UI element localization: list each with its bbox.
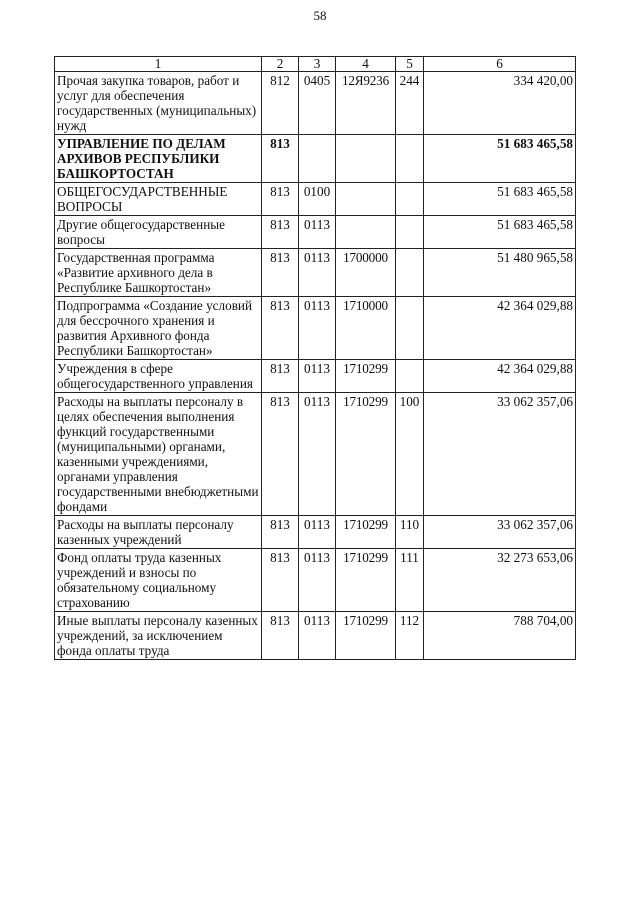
table-row (55, 297, 576, 360)
row-name-cell: Учреждения в сфере общегосударственного управления (55, 360, 262, 393)
target-article-cell: 1700000 (336, 249, 396, 297)
row-name-cell: ОБЩЕГОСУДАРСТВЕННЫЕ ВОПРОСЫ (55, 183, 262, 216)
table-body (55, 72, 576, 660)
table-row (55, 249, 576, 297)
row-name-cell: Другие общегосударственные вопросы (55, 216, 262, 249)
amount-cell: 33 062 357,06 (424, 393, 576, 516)
table-row (55, 183, 576, 216)
ministry-code-cell: 813 (262, 135, 299, 183)
expense-type-cell (396, 216, 424, 249)
ministry-code-cell: 813 (262, 183, 299, 216)
budget-table (54, 56, 576, 660)
section-code-cell: 0113 (299, 297, 336, 360)
column-header: 3 (299, 57, 336, 72)
amount-cell: 42 364 029,88 (424, 297, 576, 360)
expense-type-cell (396, 360, 424, 393)
table-row (55, 612, 576, 660)
section-code-cell: 0113 (299, 393, 336, 516)
row-name-cell: Подпрограмма «Создание условий для бессрочного хранения и развития Архивного фонда Республики Башкортостан» (55, 297, 262, 360)
row-name-cell: Государственная программа «Развитие архивного дела в Республике Башкортостан» (55, 249, 262, 297)
section-code-cell: 0113 (299, 216, 336, 249)
table-row (55, 549, 576, 612)
ministry-code-cell: 813 (262, 297, 299, 360)
expense-type-cell (396, 297, 424, 360)
expense-type-cell: 244 (396, 72, 424, 135)
row-name-cell: Прочая закупка товаров, работ и услуг для обеспечения государственных (муниципальных) нужд (55, 72, 262, 135)
column-header: 1 (55, 57, 262, 72)
expense-type-cell (396, 183, 424, 216)
table-row (55, 216, 576, 249)
column-header: 5 (396, 57, 424, 72)
header-row (55, 57, 576, 72)
target-article-cell: 1710000 (336, 297, 396, 360)
amount-cell: 51 683 465,58 (424, 135, 576, 183)
ministry-code-cell: 813 (262, 516, 299, 549)
table-row (55, 72, 576, 135)
ministry-code-cell: 813 (262, 216, 299, 249)
expense-type-cell: 100 (396, 393, 424, 516)
section-code-cell: 0405 (299, 72, 336, 135)
table-row (55, 393, 576, 516)
table-row (55, 516, 576, 549)
page-number: 58 (313, 8, 327, 23)
section-code-cell: 0113 (299, 516, 336, 549)
section-code-cell (299, 135, 336, 183)
ministry-code-cell: 813 (262, 393, 299, 516)
target-article-cell: 1710299 (336, 516, 396, 549)
amount-cell: 51 683 465,58 (424, 183, 576, 216)
column-header: 2 (262, 57, 299, 72)
row-name-cell: Фонд оплаты труда казенных учреждений и взносы по обязательному социальному страхованию (55, 549, 262, 612)
column-header: 4 (336, 57, 396, 72)
target-article-cell: 1710299 (336, 393, 396, 516)
section-code-cell: 0113 (299, 360, 336, 393)
expense-type-cell (396, 249, 424, 297)
ministry-code-cell: 813 (262, 360, 299, 393)
amount-cell: 788 704,00 (424, 612, 576, 660)
row-name-cell: Расходы на выплаты персоналу казенных учреждений (55, 516, 262, 549)
target-article-cell: 12Я9236 (336, 72, 396, 135)
amount-cell: 42 364 029,88 (424, 360, 576, 393)
section-code-cell: 0113 (299, 612, 336, 660)
row-name-cell: Расходы на выплаты персоналу в целях обеспечения выполнения функций государственными (муниципальными) органами, казенными учреждениями, органами управления государственными внебюджетными фондами (55, 393, 262, 516)
target-article-cell (336, 135, 396, 183)
ministry-code-cell: 813 (262, 612, 299, 660)
ministry-code-cell: 813 (262, 549, 299, 612)
amount-cell: 51 683 465,58 (424, 216, 576, 249)
amount-cell: 32 273 653,06 (424, 549, 576, 612)
amount-cell: 33 062 357,06 (424, 516, 576, 549)
target-article-cell: 1710299 (336, 612, 396, 660)
section-code-cell: 0100 (299, 183, 336, 216)
target-article-cell (336, 216, 396, 249)
expense-type-cell: 111 (396, 549, 424, 612)
amount-cell: 334 420,00 (424, 72, 576, 135)
expense-type-cell: 112 (396, 612, 424, 660)
column-header: 6 (424, 57, 576, 72)
target-article-cell: 1710299 (336, 360, 396, 393)
row-name-cell: УПРАВЛЕНИЕ ПО ДЕЛАМ АРХИВОВ РЕСПУБЛИКИ БАШКОРТОСТАН (55, 135, 262, 183)
row-name-cell: Иные выплаты персоналу казенных учреждений, за исключением фонда оплаты труда (55, 612, 262, 660)
ministry-code-cell: 812 (262, 72, 299, 135)
target-article-cell (336, 183, 396, 216)
amount-cell: 51 480 965,58 (424, 249, 576, 297)
table-row (55, 360, 576, 393)
table-row (55, 135, 576, 183)
target-article-cell: 1710299 (336, 549, 396, 612)
section-code-cell: 0113 (299, 249, 336, 297)
section-code-cell: 0113 (299, 549, 336, 612)
ministry-code-cell: 813 (262, 249, 299, 297)
expense-type-cell: 110 (396, 516, 424, 549)
expense-type-cell (396, 135, 424, 183)
